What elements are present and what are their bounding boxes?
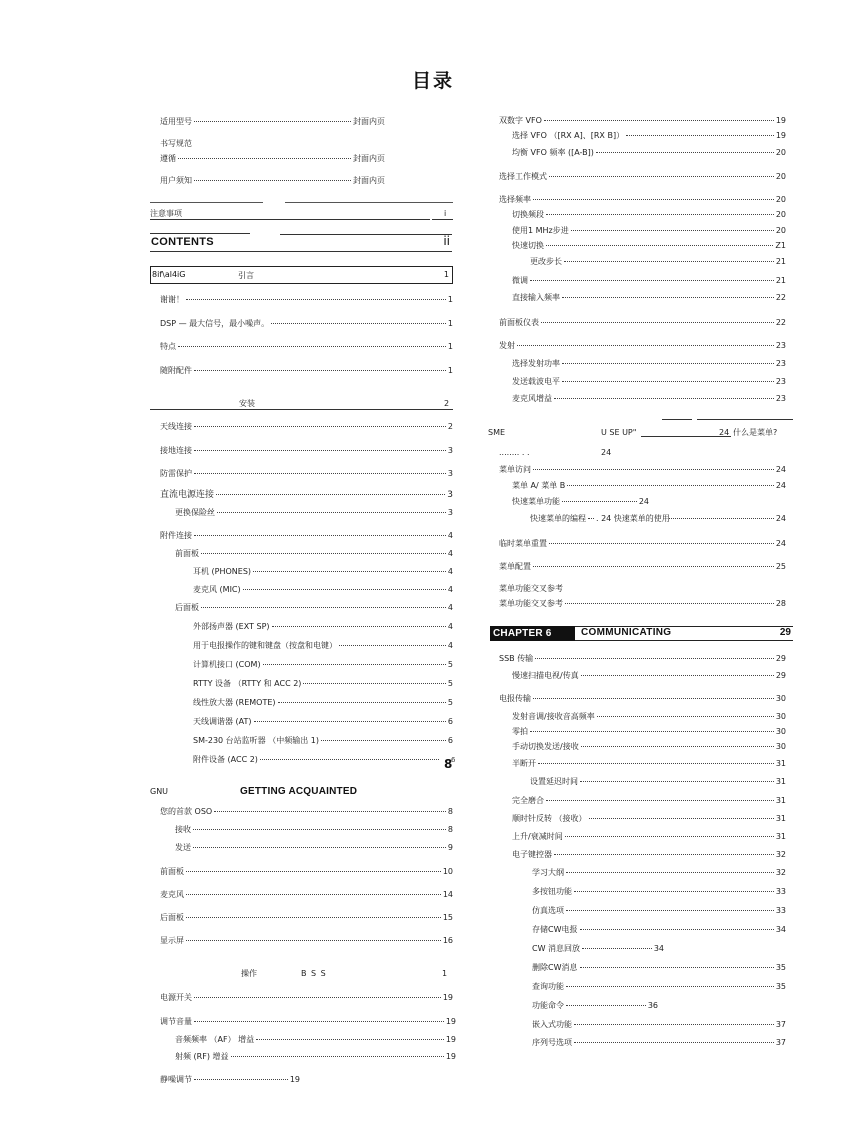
toc-entry[interactable]: 仿真选项 33: [532, 906, 786, 915]
contents-heading[interactable]: [150, 233, 452, 251]
toc-entry[interactable]: 后面板 4: [175, 603, 453, 612]
notice-label: 注意事项: [150, 209, 182, 218]
toc-entry[interactable]: 序列号选项 37: [532, 1038, 786, 1047]
notice-page: i: [444, 209, 447, 218]
toc-entry[interactable]: 附件设备 (ACC 2): [193, 754, 441, 765]
toc-entry[interactable]: 上升/衰减时间 31: [512, 832, 786, 841]
toc-entry[interactable]: 音频频率 （AF） 增益 19: [175, 1035, 456, 1044]
toc-entry[interactable]: 学习大纲 32: [532, 868, 786, 877]
toc-entry[interactable]: 慢速扫描电视/传真 29: [512, 671, 786, 680]
toc-entry[interactable]: DSP — 最大信号，最小噪声。 1: [160, 319, 453, 328]
toc-entry[interactable]: 前面板仪表 22: [499, 318, 786, 327]
toc-entry[interactable]: 麦克风 (MIC) 4: [193, 585, 453, 594]
toc-entry[interactable]: 设置延迟时间 31: [530, 777, 786, 786]
toc-entry[interactable]: 线性放大器 (REMOTE) 5: [193, 698, 453, 707]
chapter-code: GNU: [150, 787, 169, 796]
page-title: 目录: [411, 70, 454, 92]
toc-entry[interactable]: 麦克风增益 23: [512, 394, 786, 403]
toc-entry[interactable]: 快速切换 Z1: [512, 241, 786, 250]
toc-entry[interactable]: 嵌入式功能 37: [532, 1020, 786, 1029]
divider: [432, 219, 453, 220]
toc-entry[interactable]: 计算机接口 (COM) 5: [193, 660, 453, 669]
divider: [150, 202, 263, 203]
toc-entry[interactable]: 谢谢！ 1: [160, 295, 453, 304]
toc-entry[interactable]: 直流电源连接 3: [160, 490, 453, 500]
toc-entry[interactable]: 手动切换发送/接收 30: [512, 742, 786, 751]
toc-entry[interactable]: 选择工作模式 20: [499, 172, 786, 181]
contents-page: ii: [443, 234, 450, 248]
toc-entry[interactable]: 半断开 31: [512, 759, 786, 768]
divider: [641, 436, 731, 437]
toc-entry[interactable]: 使用1 MHz步进 20: [512, 226, 786, 235]
toc-entry[interactable]: 发送 9: [175, 843, 453, 852]
divider: [285, 202, 453, 203]
toc-entry[interactable]: 特点 1: [160, 342, 453, 351]
toc-entry[interactable]: 接地连接 3: [160, 446, 453, 455]
chapter-1-heading[interactable]: [150, 266, 453, 284]
toc-entry[interactable]: RTTY 设备 （RTTY 和 ACC 2) 5: [193, 679, 453, 688]
toc-entry[interactable]: 用于电报操作的键和键盘（按盘和电键） 4: [193, 641, 453, 650]
toc-entry[interactable]: 选择 VFO （[RX A]、[RX B]） 19: [512, 131, 786, 140]
toc-entry[interactable]: 电源开关 19: [160, 993, 453, 1002]
divider: [150, 219, 430, 220]
toc-entry[interactable]: 菜单访问 24: [499, 465, 786, 474]
toc-entry[interactable]: 零拍 30: [512, 727, 786, 736]
chapter-code: 8if\al4iG: [152, 270, 186, 279]
toc-entry[interactable]: 存储CW电报 34: [532, 925, 786, 934]
toc-entry[interactable]: 均衡 VFO 频率 ([A-B]) 20: [512, 148, 786, 157]
toc-entry[interactable]: 外部扬声器 (EXT SP) 4: [193, 622, 453, 631]
chapter-title[interactable]: GETTING ACQUAINTED: [240, 786, 358, 797]
chapter-code: SME: [488, 428, 506, 437]
toc-entry[interactable]: 前面板 10: [160, 867, 453, 876]
install-heading: 安装: [239, 399, 255, 408]
toc-entry[interactable]: 删除CW消息 35: [532, 963, 786, 972]
toc-entry[interactable]: 快速菜单的编程 . 24 快速菜单的使用: [530, 514, 670, 523]
toc-entry[interactable]: 顺时针反转 （接收） 31: [512, 814, 786, 823]
chapter-6-title: COMMUNICATING: [581, 627, 672, 638]
toc-entry[interactable]: 24: [667, 513, 786, 524]
toc-entry[interactable]: 选择发射功率 23: [512, 359, 786, 368]
toc-entry[interactable]: 防雷保护 3: [160, 469, 453, 478]
toc-entry[interactable]: 显示屏 16: [160, 936, 453, 945]
toc-entry[interactable]: 菜单 A/ 菜单 B 24: [512, 481, 786, 490]
toc-entry-label: 书写规范: [160, 139, 192, 148]
toc-entry[interactable]: 菜单配置 25: [499, 562, 786, 571]
toc-entry[interactable]: 调节音量 19: [160, 1017, 456, 1026]
toc-entry[interactable]: 遵循 封面内页: [160, 154, 385, 163]
toc-entry[interactable]: 静噪调节 19: [160, 1075, 300, 1084]
toc-entry[interactable]: 发射音调/接收音高频率 30: [512, 712, 786, 721]
chapter-page: 24: [719, 428, 730, 437]
toc-entry[interactable]: 适用型号 封面内页: [160, 117, 385, 126]
toc-entry[interactable]: 天线连接 2: [160, 422, 453, 431]
chapter-page: 1: [443, 270, 449, 279]
toc-entry[interactable]: 接收 8: [175, 825, 453, 834]
toc-entry[interactable]: 发送载波电平 23: [512, 377, 786, 386]
toc-entry[interactable]: 您的首款 OSO 8: [160, 807, 453, 816]
divider: [662, 419, 692, 420]
toc-entry[interactable]: 更改步长 21: [530, 257, 786, 266]
toc-entry[interactable]: 射频 (RF) 增益 19: [175, 1052, 456, 1061]
page-marker: 6: [451, 756, 456, 764]
toc-entry-label: 菜单功能交叉参考: [499, 584, 563, 593]
chapter-title: 引言: [238, 271, 254, 280]
toc-entry[interactable]: 天线调谐器 (AT) 6: [193, 717, 453, 726]
toc-entry[interactable]: 微调 21: [512, 276, 786, 285]
toc-entry[interactable]: 更换保险丝 3: [175, 508, 453, 517]
leader-dots: ........ . .: [499, 448, 530, 457]
toc-entry[interactable]: 功能命令 36: [532, 1001, 658, 1010]
page-number: 24: [601, 448, 612, 457]
chapter-page-marker: 8: [444, 757, 453, 771]
toc-entry[interactable]: 双数字 VFO 19: [499, 116, 786, 125]
chapter-subtitle: 什么是菜单?: [733, 428, 778, 437]
toc-entry[interactable]: CW 消息回放 34: [532, 944, 664, 953]
toc-entry[interactable]: 选择频率 20: [499, 195, 786, 204]
toc-entry[interactable]: SSB 传输 29: [499, 654, 786, 663]
chapter-6-page: 29: [779, 627, 791, 638]
chapter-title[interactable]: U SE UP": [601, 428, 637, 437]
toc-entry[interactable]: 用户须知 封面内页: [160, 176, 385, 185]
toc-entry[interactable]: 发射 23: [499, 341, 786, 350]
chapter-6-label: CHAPTER 6: [490, 626, 575, 641]
toc-entry[interactable]: 耳机 (PHONES) 4: [193, 567, 453, 576]
divider: [697, 419, 793, 420]
toc-entry[interactable]: 随附配件 1: [160, 366, 453, 375]
toc-entry[interactable]: 查询功能 35: [532, 982, 786, 991]
toc-entry[interactable]: 电子键控器 32: [512, 850, 786, 859]
contents-label: CONTENTS: [151, 236, 214, 248]
toc-entry[interactable]: 多按钮功能 33: [532, 887, 786, 896]
toc-entry[interactable]: 直接输入频率 22: [512, 293, 786, 302]
toc-entry[interactable]: 电报传输 30: [499, 694, 786, 703]
install-page: 2: [444, 399, 450, 408]
operation-page: 1: [442, 969, 448, 978]
toc-entry[interactable]: SM-230 台站监听器 （中频输出 1) 6: [193, 736, 453, 745]
toc-entry[interactable]: 快速菜单功能 24: [512, 497, 649, 506]
divider: [150, 409, 453, 410]
toc-entry[interactable]: 后面板 15: [160, 913, 453, 922]
toc-entry[interactable]: 完全磨合 31: [512, 796, 786, 805]
toc-entry[interactable]: 前面板 4: [175, 549, 453, 558]
toc-entry[interactable]: 附件连接 4: [160, 531, 453, 540]
operation-code: B S S: [301, 969, 327, 978]
toc-entry[interactable]: 麦克风 14: [160, 890, 453, 899]
toc-entry[interactable]: 切换频段 20: [512, 210, 786, 219]
chapter-6-heading[interactable]: [490, 626, 793, 641]
toc-entry[interactable]: 临时菜单重置 24: [499, 539, 786, 548]
operation-heading: 操作: [241, 969, 257, 978]
toc-entry[interactable]: 菜单功能交叉参考 28: [499, 599, 786, 608]
